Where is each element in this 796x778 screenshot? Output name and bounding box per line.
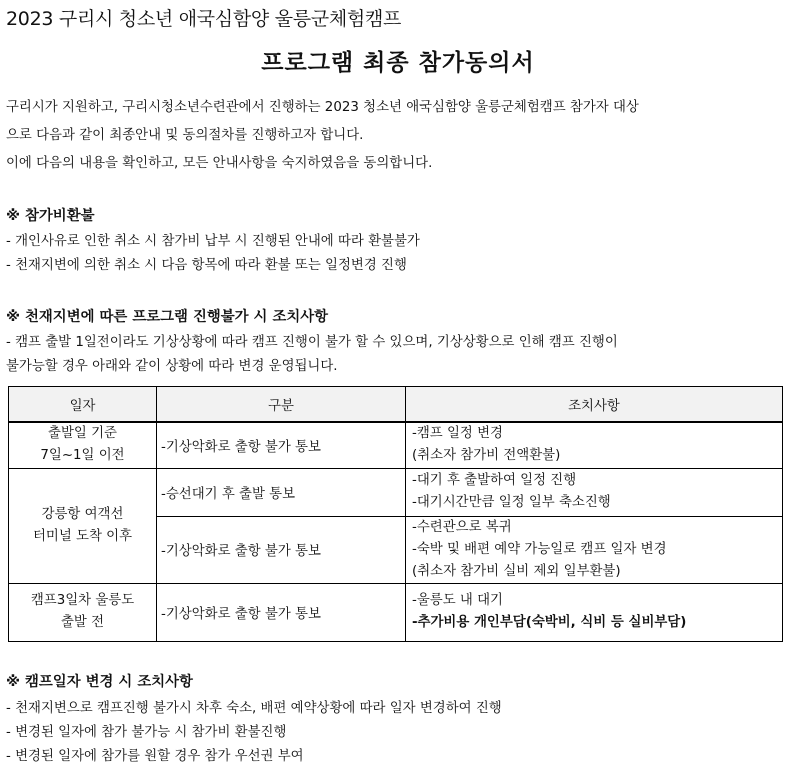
table-row (9, 468, 783, 516)
intro-line-3: 이에 다음의 내용을 확인하고, 모든 안내사항을 숙지하였음을 동의합니다. (6, 156, 433, 171)
header-action: 조치사항 (406, 387, 783, 423)
refund-heading: ※ 참가비환불 (6, 208, 95, 224)
row2-action-line-1: -대기 후 출발하여 일정 진행 (412, 473, 577, 488)
row1-date-line-1: 출발일 기준 (48, 426, 117, 442)
row3-action-line-1: -수련관으로 복귀 (412, 519, 512, 535)
disaster-heading: ※ 천재지변에 따른 프로그램 진행불가 시 조치사항 (6, 309, 329, 325)
row2-type: -승선대기 후 출발 통보 (157, 468, 406, 516)
document-header: 2023 구리시 청소년 애국심함양 울릉군체험캠프 (6, 8, 402, 30)
row4-action-line-1: -울릉도 내 대기 (412, 593, 503, 608)
row1-action-line-1: -캠프 일정 변경 (412, 426, 503, 442)
datechange-heading: ※ 캠프일자 변경 시 조치사항 (6, 674, 193, 690)
row4-date-line-2: 출발 전 (60, 615, 105, 630)
refund-item-1: - 개인사유로 인한 취소 시 참가비 납부 시 진행된 안내에 따라 환불불가 (6, 234, 420, 249)
datechange-item-2: - 변경된 일자에 참가 불가능 시 참가비 환불진행 (6, 725, 287, 740)
intro-line-1: 구리시가 지원하고, 구리시청소년수련관에서 진행하는 2023 청소년 애국심함양 울릉군체험캠프 참가자 대상 (6, 100, 639, 115)
row3-type: -기상악화로 출항 불가 통보 (157, 516, 406, 583)
row2-date-line-2: 터미널 도착 이후 (32, 528, 133, 544)
header-type: 구분 (157, 387, 406, 423)
table-row (9, 422, 783, 468)
row1-date (9, 422, 157, 468)
row3-action (406, 516, 783, 583)
row1-type: -기상악화로 출항 불가 통보 (157, 422, 406, 468)
disaster-item-1: - 캠프 출발 1일전이라도 기상상황에 따라 캠프 진행이 불가 할 수 있으며, 기상상황으로 인해 캠프 진행이 (6, 335, 618, 350)
row2-action-line-2: -대기시간만큼 일정 일부 축소진행 (412, 495, 611, 510)
row3-action-line-2: -숙박 및 배편 예약 가능일로 캠프 일자 변경 (412, 541, 667, 557)
row4-date-line-1: 캠프3일차 울릉도 (30, 593, 135, 608)
datechange-item-3: - 변경된 일자에 참가를 원할 경우 참가 우선권 부여 (6, 749, 304, 764)
row2-date (9, 468, 157, 583)
intro-line-2: 으로 다음과 같이 최종안내 및 동의절차를 진행하고자 합니다. (6, 128, 364, 143)
row3-action-line-3: (취소자 참가비 실비 제외 일부환불) (412, 563, 621, 579)
table-header-row (9, 387, 783, 423)
table-row (9, 583, 783, 641)
row4-action (406, 583, 783, 641)
disaster-item-2: 불가능할 경우 아래와 같이 상황에 따라 변경 운영됩니다. (6, 359, 338, 374)
row1-action (406, 422, 783, 468)
row1-date-line-2: 7일~1일 이전 (40, 448, 125, 464)
refund-item-2: - 천재지변에 의한 취소 시 다음 항목에 따라 환불 또는 일정변경 진행 (6, 258, 407, 273)
document-title: 프로그램 최종 참가동의서 (261, 50, 535, 76)
measures-table (8, 386, 783, 642)
row4-type: -기상악화로 출항 불가 통보 (157, 583, 406, 641)
row1-action-line-2: (취소자 참가비 전액환불) (412, 448, 561, 464)
row2-date-line-1: 강릉항 여객선 (41, 506, 124, 522)
row4-action-line-2: -추가비용 개인부담(숙박비, 식비 등 실비부담) (412, 615, 687, 630)
header-date: 일자 (9, 387, 157, 423)
row2-action (406, 468, 783, 516)
datechange-item-1: - 천재지변으로 캠프진행 불가시 차후 숙소, 배편 예약상황에 따라 일자 변경하여 진행 (6, 701, 502, 716)
row4-date (9, 583, 157, 641)
